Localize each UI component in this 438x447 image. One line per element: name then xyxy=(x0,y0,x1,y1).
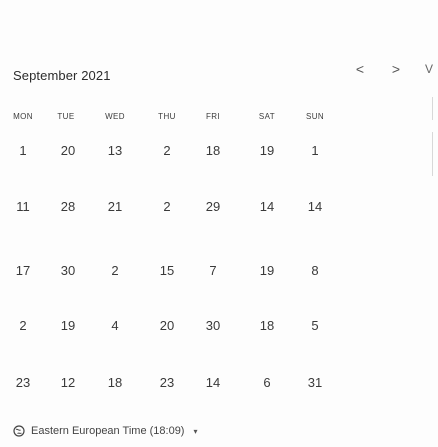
day-cell[interactable]: 23 xyxy=(15,375,31,390)
side-divider xyxy=(432,132,433,176)
day-cell[interactable]: 19 xyxy=(259,263,275,278)
day-cell[interactable]: 31 xyxy=(307,375,323,390)
day-cell[interactable]: 19 xyxy=(259,143,275,158)
day-cell[interactable]: 21 xyxy=(107,199,123,214)
day-cell[interactable]: 2 xyxy=(111,263,119,278)
day-cell[interactable]: 20 xyxy=(159,318,175,333)
day-cell[interactable]: 18 xyxy=(259,318,275,333)
day-cell[interactable]: 2 xyxy=(163,143,171,158)
previous-month-button[interactable]: < xyxy=(355,61,365,77)
day-cell[interactable]: 18 xyxy=(205,143,221,158)
timezone-selector[interactable] xyxy=(13,425,198,437)
day-cell[interactable]: 5 xyxy=(311,318,319,333)
day-cell[interactable]: 29 xyxy=(205,199,221,214)
day-cell[interactable]: 6 xyxy=(263,375,271,390)
chevron-down-icon: ▾ xyxy=(193,426,198,436)
day-cell[interactable]: 2 xyxy=(163,199,171,214)
day-cell[interactable]: 14 xyxy=(205,375,221,390)
day-cell[interactable]: 14 xyxy=(259,199,275,214)
side-divider xyxy=(432,97,433,120)
day-cell[interactable]: 23 xyxy=(159,375,175,390)
month-title: September 2021 xyxy=(13,68,111,83)
weekday-header: WED xyxy=(105,112,125,121)
day-cell[interactable]: 1 xyxy=(19,143,27,158)
day-cell[interactable]: 4 xyxy=(111,318,119,333)
day-cell[interactable]: 20 xyxy=(60,143,76,158)
day-cell[interactable]: 18 xyxy=(107,375,123,390)
weekday-header: SUN xyxy=(305,112,325,121)
view-menu-label[interactable]: V xyxy=(425,62,434,76)
next-month-button[interactable]: > xyxy=(391,61,401,77)
day-cell[interactable]: 8 xyxy=(311,263,319,278)
weekday-header: SAT xyxy=(258,112,276,121)
weekday-header: THU xyxy=(158,112,176,121)
day-cell[interactable]: 15 xyxy=(159,263,175,278)
day-cell[interactable]: 12 xyxy=(60,375,76,390)
day-cell[interactable]: 17 xyxy=(15,263,31,278)
weekday-header: TUE xyxy=(57,112,75,121)
weekday-header: MON xyxy=(13,112,33,121)
day-cell[interactable]: 11 xyxy=(16,199,30,214)
day-cell[interactable]: 30 xyxy=(205,318,221,333)
day-cell[interactable]: 28 xyxy=(60,199,76,214)
timezone-label: Eastern European Time (18:09) xyxy=(31,425,185,437)
day-cell[interactable]: 7 xyxy=(209,263,217,278)
day-cell[interactable]: 1 xyxy=(311,143,319,158)
weekday-header: FRI xyxy=(205,112,221,121)
day-cell[interactable]: 14 xyxy=(307,199,323,214)
day-cell[interactable]: 2 xyxy=(19,318,27,333)
day-cell[interactable]: 30 xyxy=(60,263,76,278)
globe-icon xyxy=(13,425,25,437)
day-cell[interactable]: 19 xyxy=(60,318,76,333)
day-cell[interactable]: 13 xyxy=(107,143,123,158)
